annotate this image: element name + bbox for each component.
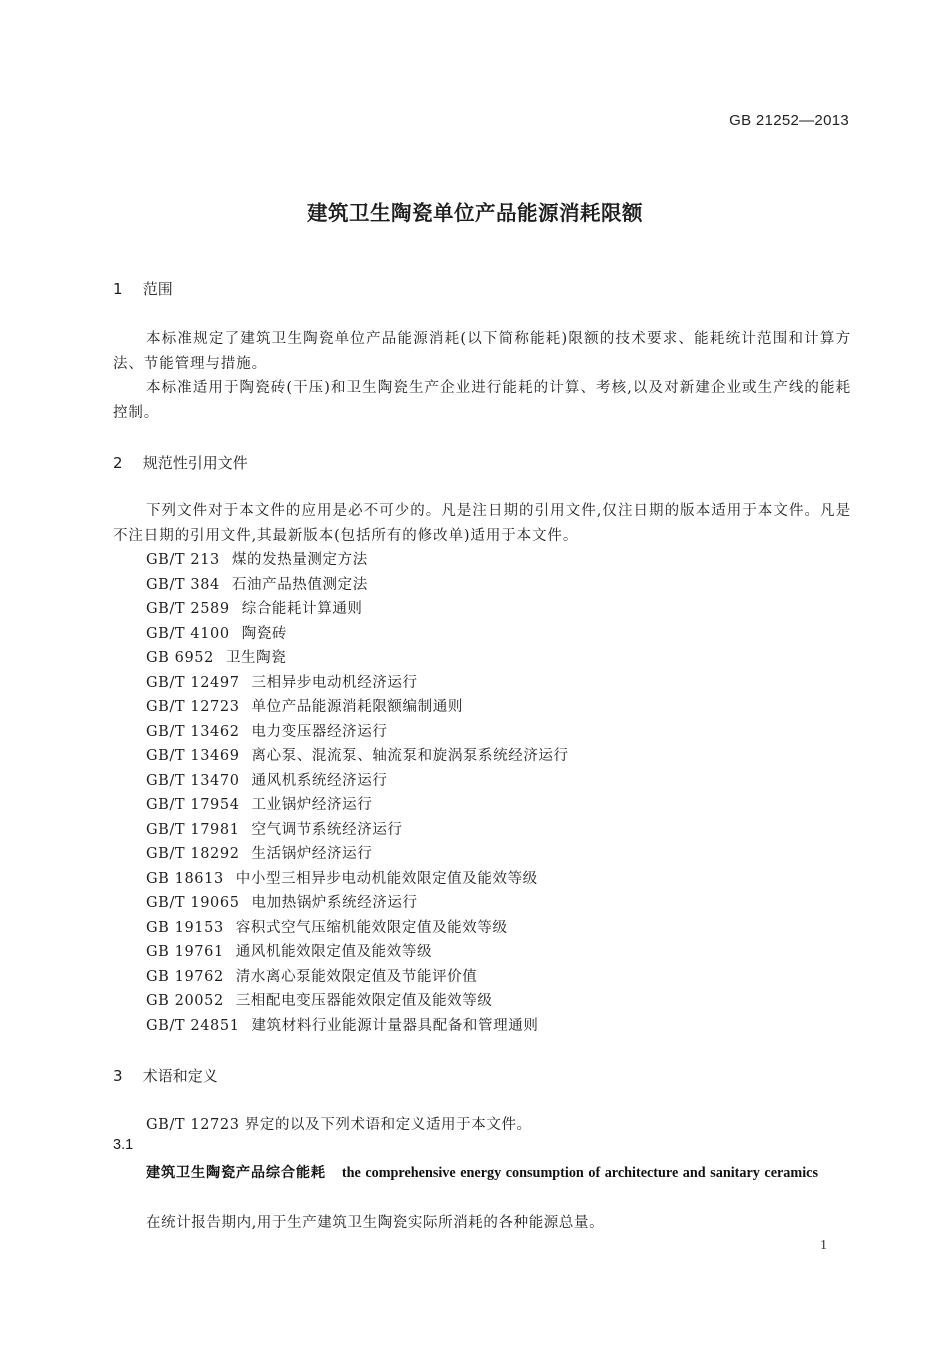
section-title: 范围 — [142, 280, 173, 298]
term-english: the comprehensive energy consumption of architecture and sanitary ceramics — [341, 1165, 818, 1181]
reference-code: GB/T 12723 — [146, 699, 240, 715]
reference-title: 离心泵、混流泵、轴流泵和旋涡泵系统经济运行 — [251, 748, 569, 764]
section-number: 1 — [113, 280, 123, 298]
section-number: 2 — [113, 454, 123, 472]
reference-title: 空气调节系统经济运行 — [251, 821, 403, 838]
reference-title: 电加热锅炉系统经济运行 — [251, 895, 418, 911]
reference-code: GB/T 13470 — [146, 772, 240, 789]
reference-code: GB/T 213 — [146, 552, 220, 568]
reference-item — [146, 695, 569, 720]
reference-title: 通风机能效限定值及能效等级 — [235, 944, 433, 960]
reference-code: GB/T 13462 — [146, 723, 240, 740]
section-number: 3 — [113, 1067, 123, 1085]
reference-title: 陶瓷砖 — [241, 625, 288, 642]
section-title: 术语和定义 — [142, 1067, 218, 1085]
reference-title: 综合能耗计算通则 — [241, 601, 363, 617]
reference-code: GB 19153 — [146, 919, 224, 936]
reference-title: 石油产品热值测定法 — [231, 576, 368, 593]
reference-item — [146, 597, 569, 622]
reference-item — [146, 965, 569, 990]
section-heading-references — [113, 452, 248, 473]
reference-code: GB 6952 — [146, 650, 214, 666]
reference-code: GB 18613 — [146, 870, 224, 887]
term-entry — [113, 1161, 843, 1186]
reference-item — [146, 720, 569, 745]
scope-paragraph-1: 本标准规定了建筑卫生陶瓷单位产品能源消耗(以下简称能耗)限额的技术要求、能耗统计范围和计算方法、节能管理与措施。 — [113, 331, 851, 372]
reference-title: 通风机系统经济运行 — [251, 772, 388, 789]
reference-title: 容积式空气压缩机能效限定值及能效等级 — [235, 919, 508, 936]
reference-item — [146, 1014, 569, 1039]
reference-code: GB/T 24851 — [146, 1017, 240, 1034]
reference-list — [146, 548, 569, 1038]
reference-item — [146, 646, 569, 671]
reference-title: 单位产品能源消耗限额编制通则 — [251, 699, 463, 715]
clause-number: 3.1 — [113, 1137, 134, 1153]
reference-code: GB/T 384 — [146, 576, 220, 593]
section-heading-terms — [113, 1065, 218, 1086]
reference-code: GB/T 17981 — [146, 821, 240, 838]
reference-item — [146, 548, 569, 573]
reference-item — [146, 940, 569, 965]
reference-item — [146, 769, 569, 794]
reference-code: GB 19761 — [146, 944, 224, 960]
reference-item — [146, 818, 569, 843]
reference-title: 煤的发热量测定方法 — [231, 552, 368, 568]
term-chinese: 建筑卫生陶瓷产品综合能耗 — [146, 1165, 326, 1181]
document-title: 建筑卫生陶瓷单位产品能源消耗限额 — [307, 201, 643, 225]
reference-code: GB/T 19065 — [146, 895, 240, 911]
reference-title: 中小型三相异步电动机能效限定值及能效等级 — [235, 870, 538, 887]
terms-intro: GB/T 12723 界定的以及下列术语和定义适用于本文件。 — [146, 1117, 532, 1133]
reference-title: 三相异步电动机经济运行 — [251, 674, 418, 691]
term-definition: 在统计报告期内,用于生产建筑卫生陶瓷实际所消耗的各种能源总量。 — [146, 1215, 605, 1231]
section-heading-scope — [113, 278, 173, 299]
reference-item — [146, 573, 569, 598]
reference-item — [146, 842, 569, 867]
reference-code: GB 20052 — [146, 993, 224, 1009]
reference-title: 电力变压器经济运行 — [251, 723, 388, 740]
reference-code: GB/T 12497 — [146, 674, 240, 691]
reference-title: 建筑材料行业能源计量器具配备和管理通则 — [251, 1017, 539, 1034]
reference-code: GB/T 18292 — [146, 846, 240, 862]
standard-number: GB 21252—2013 — [729, 112, 849, 129]
page-number: 1 — [820, 1238, 827, 1253]
reference-title: 生活锅炉经济运行 — [251, 846, 373, 862]
reference-title: 工业锅炉经济运行 — [251, 797, 373, 813]
reference-item — [146, 989, 569, 1014]
reference-code: GB 19762 — [146, 968, 224, 985]
reference-title: 清水离心泵能效限定值及节能评价值 — [235, 968, 478, 985]
reference-code: GB/T 4100 — [146, 625, 230, 642]
reference-code: GB/T 13469 — [146, 748, 240, 764]
references-intro: 下列文件对于本文件的应用是必不可少的。凡是注日期的引用文件,仅注日期的版本适用于本文件。凡是不注日期的引用文件,其最新版本(包括所有的修改单)适用于本文件。 — [113, 503, 851, 544]
reference-title: 卫生陶瓷 — [225, 650, 287, 666]
reference-item — [146, 793, 569, 818]
reference-item — [146, 744, 569, 769]
reference-item — [146, 916, 569, 941]
reference-code: GB/T 17954 — [146, 797, 240, 813]
reference-item — [146, 671, 569, 696]
reference-code: GB/T 2589 — [146, 601, 230, 617]
reference-item — [146, 891, 569, 916]
reference-item — [146, 867, 569, 892]
reference-item — [146, 622, 569, 647]
scope-paragraph-2: 本标准适用于陶瓷砖(干压)和卫生陶瓷生产企业进行能耗的计算、考核,以及对新建企业或生产线的能耗控制。 — [113, 380, 851, 421]
reference-title: 三相配电变压器能效限定值及能效等级 — [235, 993, 493, 1009]
section-title: 规范性引用文件 — [142, 454, 248, 472]
